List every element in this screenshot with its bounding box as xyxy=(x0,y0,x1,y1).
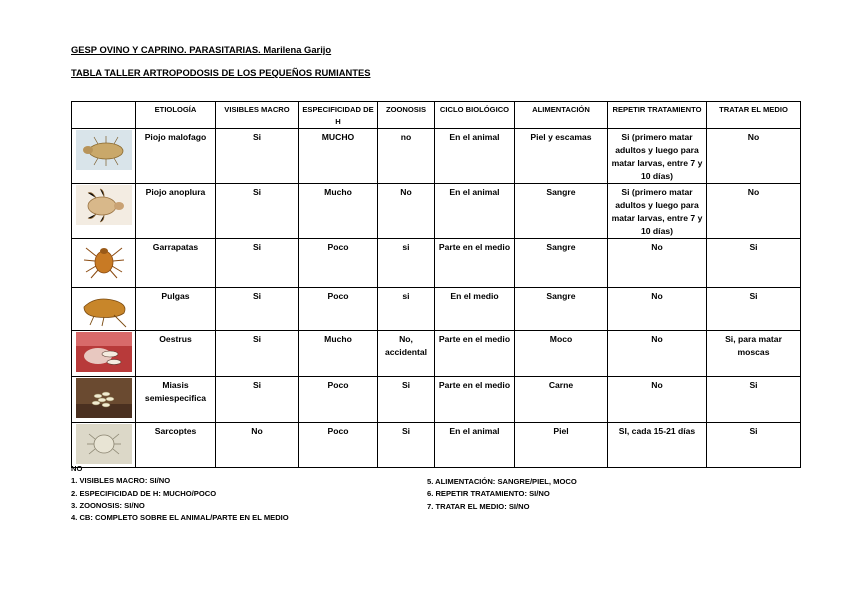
legend-item: 6. REPETIR TRATAMIENTO: SI/NO xyxy=(427,489,550,499)
ciclo-cell: Parte en el medio xyxy=(435,331,515,377)
especificidad-cell: Poco xyxy=(299,239,378,288)
repetir-cell: SI, cada 15-21 días xyxy=(608,423,707,468)
zoonosis-cell: si xyxy=(378,288,435,331)
legend-item: NO xyxy=(71,464,83,473)
visibles-cell: No xyxy=(216,423,299,468)
table-header-row xyxy=(72,102,801,129)
legend-item: 5. ALIMENTACIÓN: SANGRE/PIEL, MOCO xyxy=(427,477,577,486)
legend-item: 4. CB: COMPLETO SOBRE EL ANIMAL/PARTE EN EL MEDIO xyxy=(71,513,289,523)
legend-left xyxy=(71,463,289,524)
medio-cell: No xyxy=(707,129,801,184)
arthropod-table xyxy=(71,101,801,468)
table-row xyxy=(72,184,801,239)
medio-cell: Si xyxy=(707,288,801,331)
alimentacion-cell: Piel y escamas xyxy=(515,129,608,184)
zoonosis-cell: Si xyxy=(378,377,435,423)
column-header-ciclo: CICLO BIOLÓGICO xyxy=(435,102,515,129)
etiologia-cell: Piojo malofago xyxy=(136,129,216,184)
column-header-alimentacion: ALIMENTACIÓN xyxy=(515,102,608,129)
especificidad-cell: Poco xyxy=(299,423,378,468)
especificidad-cell: Poco xyxy=(299,377,378,423)
tick-photo xyxy=(76,240,132,280)
ciclo-cell: En el medio xyxy=(435,288,515,331)
repetir-cell: No xyxy=(608,331,707,377)
etiologia-cell: Garrapatas xyxy=(136,239,216,288)
image-cell xyxy=(72,184,136,239)
legend-right xyxy=(427,476,577,513)
legend-item: 2. ESPECIFICIDAD DE H: MUCHO/POCO xyxy=(71,488,217,498)
image-cell xyxy=(72,331,136,377)
etiologia-cell: Oestrus xyxy=(136,331,216,377)
etiologia-cell: Sarcoptes xyxy=(136,423,216,468)
table-row xyxy=(72,129,801,184)
document-title: GESP OVINO Y CAPRINO. PARASITARIAS. Marilena Garijo xyxy=(71,44,332,55)
image-cell xyxy=(72,423,136,468)
ciclo-cell: En el animal xyxy=(435,423,515,468)
ciclo-cell: En el animal xyxy=(435,129,515,184)
column-header-especificidad: ESPECIFICIDAD DE H xyxy=(299,102,378,129)
especificidad-cell: Poco xyxy=(299,288,378,331)
medio-cell: Si, para matar moscas xyxy=(707,331,801,377)
sarcoptes-mite-photo xyxy=(76,424,132,464)
image-cell xyxy=(72,129,136,184)
zoonosis-cell: no xyxy=(378,129,435,184)
louse-anoplura-photo xyxy=(76,185,132,225)
image-cell xyxy=(72,288,136,331)
column-header-medio: TRATAR EL MEDIO xyxy=(707,102,801,129)
repetir-cell: No xyxy=(608,288,707,331)
oestrus-larvae-photo xyxy=(76,332,132,372)
etiologia-cell: Pulgas xyxy=(136,288,216,331)
visibles-cell: Si xyxy=(216,129,299,184)
alimentacion-cell: Piel xyxy=(515,423,608,468)
table-row xyxy=(72,423,801,468)
table-row xyxy=(72,288,801,331)
repetir-cell: No xyxy=(608,377,707,423)
table-row xyxy=(72,239,801,288)
table-row xyxy=(72,331,801,377)
especificidad-cell: Mucho xyxy=(299,331,378,377)
zoonosis-cell: No, accidental xyxy=(378,331,435,377)
image-cell xyxy=(72,377,136,423)
legend-item: 7. TRATAR EL MEDIO: SI/NO xyxy=(427,501,530,511)
ciclo-cell: Parte en el medio xyxy=(435,377,515,423)
column-header-image xyxy=(72,102,136,129)
visibles-cell: Si xyxy=(216,239,299,288)
medio-cell: Si xyxy=(707,377,801,423)
medio-cell: No xyxy=(707,184,801,239)
flea-photo xyxy=(76,289,132,329)
visibles-cell: Si xyxy=(216,377,299,423)
legend-item: 1. VISIBLES MACRO: SI/NO xyxy=(71,476,171,486)
ciclo-cell: En el animal xyxy=(435,184,515,239)
medio-cell: Si xyxy=(707,239,801,288)
repetir-cell: Si (primero matar adultos y luego para matar larvas, entre 7 y 10 días) xyxy=(608,129,707,184)
etiologia-cell: Piojo anoplura xyxy=(136,184,216,239)
image-cell xyxy=(72,239,136,288)
zoonosis-cell: No xyxy=(378,184,435,239)
medio-cell: Si xyxy=(707,423,801,468)
repetir-cell: Si (primero matar adultos y luego para matar larvas, entre 7 y 10 días) xyxy=(608,184,707,239)
column-header-zoonosis: ZOONOSIS xyxy=(378,102,435,129)
visibles-cell: Si xyxy=(216,184,299,239)
column-header-etiologia: ETIOLOGÍA xyxy=(136,102,216,129)
especificidad-cell: MUCHO xyxy=(299,129,378,184)
alimentacion-cell: Sangre xyxy=(515,288,608,331)
especificidad-cell: Mucho xyxy=(299,184,378,239)
myiasis-larvae-photo xyxy=(76,378,132,418)
column-header-visibles: VISIBLES MACRO xyxy=(216,102,299,129)
legend-item: 3. ZOONOSIS: SI/NO xyxy=(71,500,145,510)
ciclo-cell: Parte en el medio xyxy=(435,239,515,288)
louse-mallophaga-photo xyxy=(76,130,132,170)
zoonosis-cell: si xyxy=(378,239,435,288)
etiologia-cell: Miasis semiespecifica xyxy=(136,377,216,423)
table-caption: TABLA TALLER ARTROPODOSIS DE LOS PEQUEÑOS RUMIANTES xyxy=(71,67,371,78)
zoonosis-cell: Si xyxy=(378,423,435,468)
visibles-cell: Si xyxy=(216,288,299,331)
column-header-repetir: REPETIR TRATAMIENTO xyxy=(608,102,707,129)
alimentacion-cell: Carne xyxy=(515,377,608,423)
alimentacion-cell: Moco xyxy=(515,331,608,377)
alimentacion-cell: Sangre xyxy=(515,184,608,239)
repetir-cell: No xyxy=(608,239,707,288)
alimentacion-cell: Sangre xyxy=(515,239,608,288)
table-row xyxy=(72,377,801,423)
visibles-cell: Si xyxy=(216,331,299,377)
